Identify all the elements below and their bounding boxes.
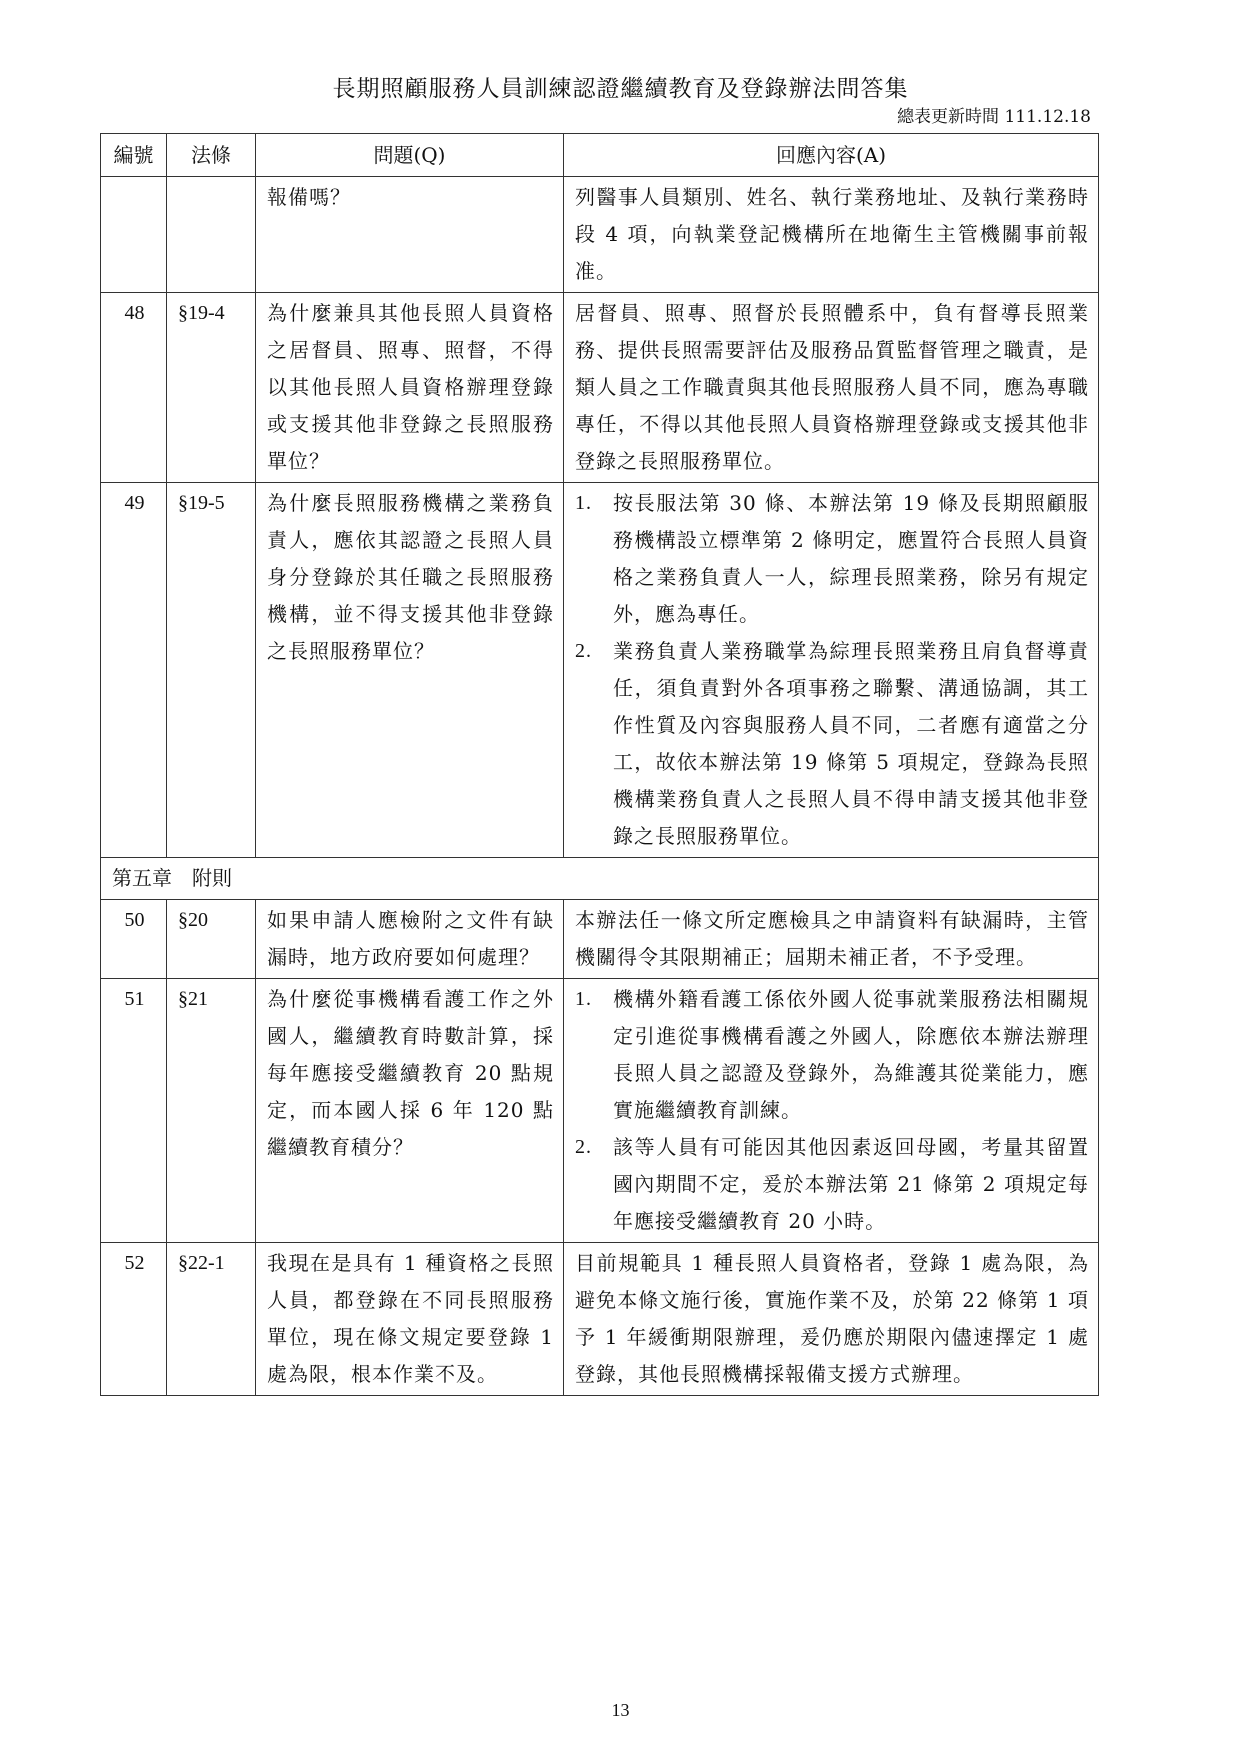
answer-item-number: 2. — [575, 640, 592, 662]
row-question: 為什麼兼具其他長照人員資格之居督員、照專、照督，不得以其他長照人員資格辦理登錄或支援其他非登錄之長照服務單位？ — [256, 293, 564, 483]
answer-item — [575, 1129, 1089, 1240]
faq-table — [100, 133, 1099, 1396]
answer-item-number: 2. — [575, 1136, 592, 1158]
update-date: 總表更新時間 111.12.18 — [897, 107, 1091, 127]
table-row — [101, 483, 1099, 858]
table-row — [101, 177, 1099, 293]
answer-item-number: 1. — [575, 988, 592, 1010]
table-row — [101, 979, 1099, 1243]
answer-item — [575, 633, 1089, 855]
answer-list — [575, 485, 1089, 855]
row-number: 50 — [101, 900, 167, 979]
row-number: 52 — [101, 1243, 167, 1396]
chapter-heading: 第五章 附則 — [101, 858, 1099, 900]
row-number: 48 — [101, 293, 167, 483]
row-answer — [564, 483, 1099, 858]
header-answer: 回應內容(A) — [564, 134, 1099, 177]
row-answer: 列醫事人員類別、姓名、執行業務地址、及執行業務時段 4 項，向執業登記機構所在地衛生主管機關事前報准。 — [564, 177, 1099, 293]
answer-item-text: 按長服法第 30 條、本辦法第 19 條及長期照顧服務機構設立標準第 2 條明定，應置符合長照人員資格之業務負責人一人，綜理長照業務，除另有規定外，應為專任。 — [613, 491, 1089, 626]
row-article: §20 — [167, 900, 256, 979]
answer-item-text: 該等人員有可能因其他因素返回母國，考量其留置國內期間不定，爰於本辦法第 21 條第 2 項規定每年應接受繼續教育 20 小時。 — [613, 1135, 1089, 1233]
document-title: 長期照顧服務人員訓練認證繼續教育及登錄辦法問答集 — [332, 76, 909, 102]
header-article: 法條 — [167, 134, 256, 177]
row-question: 報備嗎？ — [256, 177, 564, 293]
chapter-row — [101, 858, 1099, 900]
header-question: 問題(Q) — [256, 134, 564, 177]
answer-list — [575, 981, 1089, 1240]
answer-item — [575, 981, 1089, 1129]
row-answer: 居督員、照專、照督於長照體系中，負有督導長照業務、提供長照需要評估及服務品質監督管理之職責，是類人員之工作職責與其他長照服務人員不同，應為專職專任，不得以其他長照人員資格辦理登錄或支援其他非登錄之長照服務單位。 — [564, 293, 1099, 483]
row-number: 51 — [101, 979, 167, 1243]
answer-item-text: 機構外籍看護工係依外國人從事就業服務法相關規定引進從事機構看護之外國人，除應依本辦法辦理長照人員之認證及登錄外，為維護其從業能力，應實施繼續教育訓練。 — [613, 987, 1089, 1122]
answer-item-text: 業務負責人業務職掌為綜理長照業務且肩負督導責任，須負責對外各項事務之聯繫、溝通協調，其工作性質及內容與服務人員不同，二者應有適當之分工，故依本辦法第 19 條第 5 項規定，登錄為長照機構業務負責人之長照人員不得申請支援其他非登錄之長照服務單位。 — [613, 639, 1089, 848]
page-number: 13 — [611, 1700, 630, 1720]
table-row — [101, 293, 1099, 483]
table-row — [101, 900, 1099, 979]
row-article — [167, 177, 256, 293]
row-article: §19-4 — [167, 293, 256, 483]
row-question: 如果申請人應檢附之文件有缺漏時，地方政府要如何處理？ — [256, 900, 564, 979]
row-number: 49 — [101, 483, 167, 858]
row-article: §19-5 — [167, 483, 256, 858]
answer-item-number: 1. — [575, 492, 592, 514]
header-number: 編號 — [101, 134, 167, 177]
row-answer — [564, 979, 1099, 1243]
row-question: 我現在是具有 1 種資格之長照人員，都登錄在不同長照服務單位，現在條文規定要登錄 1 處為限，根本作業不及。 — [256, 1243, 564, 1396]
row-article: §22-1 — [167, 1243, 256, 1396]
row-answer: 目前規範具 1 種長照人員資格者，登錄 1 處為限，為避免本條文施行後，實施作業不及，於第 22 條第 1 項予 1 年緩衝期限辦理，爰仍應於期限內儘速擇定 1 處登錄，其他長照機構採報備支援方式辦理。 — [564, 1243, 1099, 1396]
answer-item — [575, 485, 1089, 633]
row-article: §21 — [167, 979, 256, 1243]
row-question: 為什麼從事機構看護工作之外國人，繼續教育時數計算，採每年應接受繼續教育 20 點規定，而本國人採 6 年 120 點繼續教育積分？ — [256, 979, 564, 1243]
table-row — [101, 1243, 1099, 1396]
row-answer: 本辦法任一條文所定應檢具之申請資料有缺漏時，主管機關得令其限期補正；屆期未補正者，不予受理。 — [564, 900, 1099, 979]
row-question: 為什麼長照服務機構之業務負責人，應依其認證之長照人員身分登錄於其任職之長照服務機構，並不得支援其他非登錄之長照服務單位？ — [256, 483, 564, 858]
row-number — [101, 177, 167, 293]
table-header-row — [101, 134, 1099, 177]
